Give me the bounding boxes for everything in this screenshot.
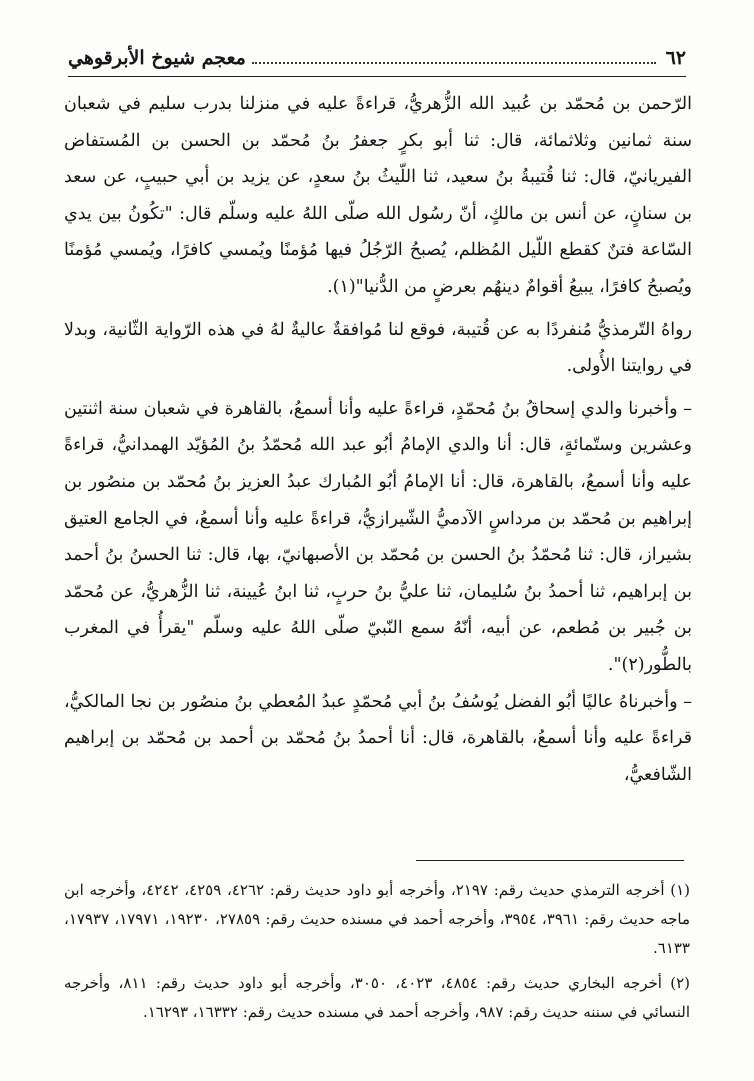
footnote: (٢) أخرجه البخاري حديث رقم: ٤٨٥٤، ٤٠٢٣، ٣٠٥٠، وأخرجه أبو داود حديث رقم: ٨١١، وأخرجه النسائي في سننه حديث رقم: ٩٨٧، وأخرجه أحمد في مسنده حديث رقم: ١٦٣٣٢، ١٦٢٩٣. bbox=[64, 974, 691, 1021]
paragraph: الرّحمن بن مُحمّد بن عُبيد الله الزُّهريُّ، قراءةً عليه في منزلنا بدرب سليم في شعبان سنة ثمانين وثلاثمائة، قال: ثنا أبو بكرٍ جعفرُ بنُ مُحمّد بن الحسن بن المُستفاض الفيريانيّ، قال: ثنا قُتيبةُ بنُ سعيد، ثنا اللّيثُ بنُ سعدٍ، عن يزيد بن أبي حبيبٍ، عن سعد بن سنانٍ، عن أنس بن مالكٍ، أنّ رسُول الله صلّى اللهُ عليه وسلّم قال: "تكُونُ بين يدي السّاعة فتنٌ كقطع اللّيل المُظلم، يُصبحُ الرّجُلُ فيها مُؤمنًا ويُمسي كافرًا، ويُمسي مُؤمنًا ويُصبحُ كافرًا، يبيعُ أقوامٌ دينهُم بعرضٍ من الدُّنيا"(١). bbox=[64, 94, 692, 297]
footnote: (١) أخرجه الترمذي حديث رقم: ٢١٩٧، وأخرجه أبو داود حديث رقم: ٤٢٦٢، ٤٢٥٩، ٤٢٤٢، وأخرجه ابن ماجه حديث رقم: ٣٩٦١، ٣٩٥٤، وأخرجه أحمد في مسنده حديث رقم: ٢٧٨٥٩، ١٩٢٣٠، ١٧٩٧١، ١٧٩٣٧، ٦١٣٣. bbox=[64, 881, 691, 957]
page-number: ٦٢ bbox=[665, 47, 686, 69]
paragraph: رواهُ التّرمذيُّ مُنفردًا به عن قُتيبة، فوقع لنا مُوافقةٌ عاليةٌ لهُ في هذه الرّواية الثّانية، وبدلا في روايتنا الأُولى. bbox=[64, 319, 692, 377]
paragraph: – وأخبرناهُ عاليًا أبُو الفضل يُوسُفُ بنُ أبي مُحمّدٍ عبدُ المُعطي بنُ منصُور بن نجا المالكيُّ، قراءةً عليه وأنا أسمعُ، بالقاهرة، قال: أنا أحمدُ بنُ مُحمّد بن أحمد بن مُحمّد بن إبراهيم الشّافعيُّ، bbox=[64, 691, 692, 785]
running-title: معجم شيوخ الأبرقوهي bbox=[68, 47, 246, 69]
main-text bbox=[64, 86, 692, 793]
paragraph: – وأخبرنا والدي إسحاقُ بنُ مُحمّدٍ، قراءةً عليه وأنا أسمعُ، بالقاهرة في شعبان سنة اثنتين وعشرين وستّمائةٍ، قال: أنا والدي الإمامُ أبُو عبد الله مُحمّدُ بنُ المُؤيّد الهمدانيُّ، قراءةً عليه وأنا أسمعُ، بالقاهرة، قال: أنا الإمامُ أبُو المُبارك عبدُ العزيز بنُ مُحمّد بن منصُور بن إبراهيم بن مُحمّد بن مرداسٍ الآدميُّ الشّيرازيُّ، قراءةً عليه وأنا أسمعُ، في الجامع العتيق بشيراز، قال: ثنا مُحمّدُ بنُ الحسن بن مُحمّد بن الأصبهانيّ، بها، قال: ثنا الحسنُ بنُ أحمد بن إبراهيم، ثنا أحمدُ بنُ سُليمان، ثنا عليُّ بنُ حربٍ، ثنا ابنُ عُيينة، ثنا الزُّهريُّ، عن مُحمّد بن جُبير بن مُطعم، عن أبيه، أنّهُ سمع النّبيّ صلّى اللهُ عليه وسلّم "يقرأُ في المغرب بالطُّور(٢)". bbox=[64, 398, 692, 675]
header-leader-dots bbox=[252, 52, 656, 64]
footnote-separator bbox=[416, 860, 684, 861]
page-header bbox=[68, 40, 686, 77]
footnotes bbox=[64, 876, 690, 1033]
